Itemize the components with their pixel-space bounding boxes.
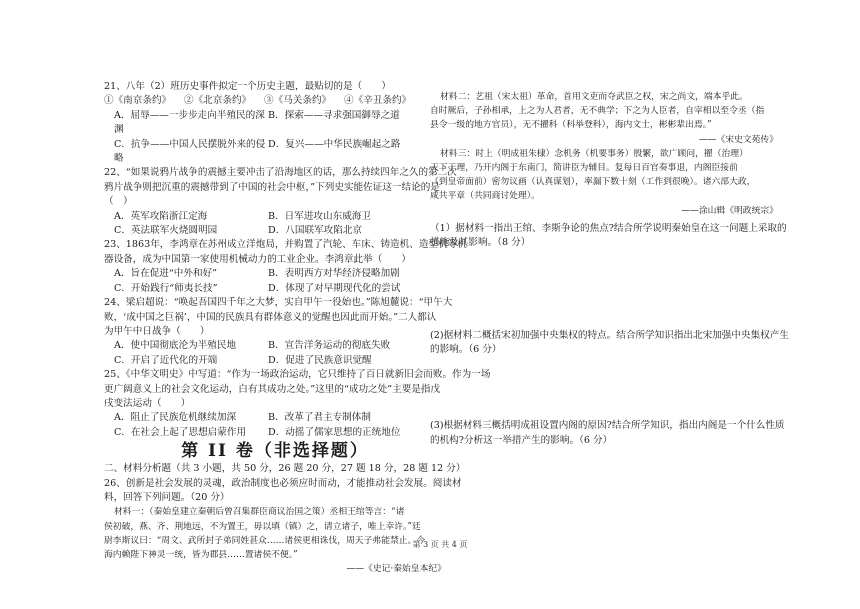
sub-question-line: (2)据材料二概括宋初加强中央集权的特点。结合所学知识指出北宋加强中央集权产生	[430, 329, 789, 341]
option-row	[104, 426, 446, 440]
treaty-item: ②《北京条约》	[184, 95, 252, 107]
option-c[interactable]: C．开启了近代化的开端	[114, 354, 218, 366]
question-stem: 更广阔意义上的社会文化运动，白有其成功之处。”这里的“成功之处”主要是指戊	[104, 383, 441, 395]
option-row	[104, 354, 446, 368]
option-b[interactable]: B．日军进攻山东威海卫	[268, 210, 371, 222]
sub-question-line: (3)根据材料三概括明成祖设置内阁的原因?结合所学知识，指出内阁是一个什么性质	[430, 420, 785, 432]
option-row	[104, 138, 446, 167]
question-stem: 23、1863年，李鸿章在苏州成立洋炮局，并购置了汽轮、车床、铸造机、造型机等机	[104, 239, 467, 251]
option-row	[104, 411, 446, 425]
material-line: 尉李斯议曰：“周文、武所封子弟同姓甚众……诸侯更相诛伐，周天子弗能禁止。今	[104, 535, 426, 546]
material-line: 天下于理，乃开内阁于东南门，简讲臣为辅目。复每日百官奏事退，内阁臣接前	[430, 163, 738, 174]
option-a[interactable]: A．屈辱——一步步走向半殖民的深渊	[114, 109, 265, 136]
material-line: 咸共平章（共同商讨处理）。	[430, 191, 540, 202]
right-column	[430, 90, 789, 448]
material-source: ——涂山辑《明政统宗》	[681, 205, 778, 216]
answer-space[interactable]	[430, 251, 778, 329]
question-24	[104, 296, 453, 368]
option-c[interactable]: C．英法联军火烧圆明园	[114, 225, 218, 237]
question-21	[104, 80, 446, 166]
question-stem: 25、《中华文明史》中写道：“作为一场政治运动，它只维持了百日就新旧会而败。作为一场	[104, 369, 491, 381]
question-stem: 26、创新是社会发展的灵魂，政治制度也必须应时而动，才能推动社会发展。阅读材	[104, 477, 462, 489]
material-line: （到皇帝面前）密勿议画（认真谋划），率漏下数十刻（工作到很晚）。诸六部大政，	[430, 177, 756, 188]
question-stem: 21、八年（2）班历史事件拟定一个历史主题，最贴切的是（ ）	[104, 81, 391, 92]
material-line: 侯初破，燕、齐、荆地远，不为置王，毋以填（镇）之，请立诸子，唯上幸许。”廷	[104, 521, 421, 532]
material-line: 材料一：（秦始皇建立秦朝后曾召集群臣商议治国之策）丞相王绾等言：“诸	[114, 507, 405, 518]
option-row	[104, 224, 446, 238]
treaty-item: ③《马关条约》	[264, 95, 332, 107]
answer-space[interactable]	[430, 357, 778, 419]
page-footer: 第 3 页 共 4 页	[412, 540, 468, 549]
option-row	[104, 339, 446, 353]
option-b[interactable]: B．探索——寻求强国御辱之道	[268, 109, 400, 121]
option-d[interactable]: D．复兴——中华民族崛起之路	[268, 138, 401, 150]
option-c[interactable]: C．开始践行“师夷长技”	[114, 282, 218, 294]
question-23	[104, 238, 467, 296]
option-a[interactable]: A．阻止了民族危机继续加深	[114, 412, 237, 424]
option-a[interactable]: A．使中国彻底沦为半殖民地	[114, 340, 237, 352]
question-stem: 料，回答下列问题。（20 分）	[104, 491, 230, 503]
question-stem: 22、“如果说鸦片战争的震撼主要冲击了沿海地区的话，那么持续四年之久的第二次	[104, 167, 457, 179]
option-b[interactable]: B．表明西方对华经济侵略加剧	[268, 268, 400, 280]
sub-question-3	[430, 419, 785, 448]
question-stem: （ ）	[104, 196, 133, 208]
material-line: 县令一级的地方官员），无不擢科（科举登科），海内文士，彬彬辈出焉。”	[430, 120, 712, 131]
question-stem: 为甲午中日战争（ ）	[104, 325, 210, 337]
option-row	[104, 210, 446, 224]
question-stem: 败，‘成中国之巨祸’，中国的民族具有群体意义的觉醒也因此而开始。”二人都认	[104, 311, 437, 323]
question-stem: 戌变法运动（ ）	[104, 397, 191, 409]
option-a[interactable]: A．旨在促进“中外和好”	[114, 268, 218, 280]
material-source: ——《宋史文苑传》	[698, 134, 778, 145]
treaty-item: ①《南京条约》	[104, 95, 172, 107]
option-d[interactable]: D．动摇了儒家思想的正统地位	[268, 426, 401, 438]
option-d[interactable]: D．体现了对早期现代化的尝试	[268, 282, 401, 294]
option-c[interactable]: C．在社会上起了思想启蒙作用	[114, 426, 247, 438]
sub-question-2	[430, 329, 789, 358]
material-two	[430, 90, 778, 147]
question-stem: 器设备，成为中国第一家使用机械动力的工业企业。李鸿章此举（ ）	[104, 253, 411, 265]
section-title: 第 II 卷（非选择题）	[181, 441, 369, 462]
treaty-item: ④《辛丑条约》	[344, 95, 412, 107]
option-b[interactable]: B．改革了君主专制体制	[268, 412, 371, 424]
option-row	[104, 267, 446, 281]
material-line: 自时厥后，子孙相承，上之为人君者，无不典学；下之为人臣者，自宰相以至令丞（指	[430, 106, 765, 117]
sub-question-line: 的机构?分析这一举措产生的影响。（6 分）	[430, 434, 613, 446]
option-row	[104, 109, 446, 138]
question-22	[104, 166, 457, 238]
material-line: 材料三：时上（明成祖朱棣）念机务（机要事务）殷繁，欲广顾问，擢（治理）	[440, 148, 748, 159]
section-intro: 二、材料分析题（共 3 小题，共 50 分，26 题 20 分，27 题 18 分，28 题 12 分）	[104, 463, 466, 475]
option-c[interactable]: C．抗争——中国人民摆脱外来的侵略	[114, 138, 266, 165]
treaty-list	[104, 94, 446, 108]
sub-question-1	[430, 222, 787, 251]
option-a[interactable]: A．英军攻陷浙江定海	[114, 210, 208, 222]
material-line: 海内赖陛下神灵一统，皆为郡县……置诸侯不便。”	[104, 549, 298, 560]
option-b[interactable]: B．宣告洋务运动的彻底失败	[268, 340, 391, 352]
option-row	[104, 282, 446, 296]
option-d[interactable]: D．促进了民族意识觉醒	[268, 354, 372, 366]
question-stem: 鸦片战争则把沉重的震撼带到了中国的社会中枢，”下列史实能佐证这一结论的是	[104, 181, 440, 193]
material-source: ——《史记·秦始皇本纪》	[346, 564, 446, 575]
material-three	[430, 147, 778, 218]
sub-question-line: 措施及其影响。（8 分）	[430, 237, 531, 249]
material-line: 材料二：艺祖（宋太祖）革命，首用文吏而夺武臣之权，宋之尚文，端本乎此。	[440, 92, 748, 102]
sub-question-line: （1）据材料一指出王绾、李斯争论的焦点?结合所学说明秦始皇在这一问题上采取的	[430, 222, 787, 234]
question-stem: 24、梁启超说：“唤起吾国四千年之大梦，实自甲午一役始也。”陈旭麓说：“甲午大	[104, 297, 453, 309]
option-d[interactable]: D．八国联军攻陷北京	[268, 225, 363, 237]
question-25	[104, 368, 491, 440]
question-26	[104, 477, 462, 506]
sub-question-line: 的影响。（6 分）	[430, 344, 502, 356]
